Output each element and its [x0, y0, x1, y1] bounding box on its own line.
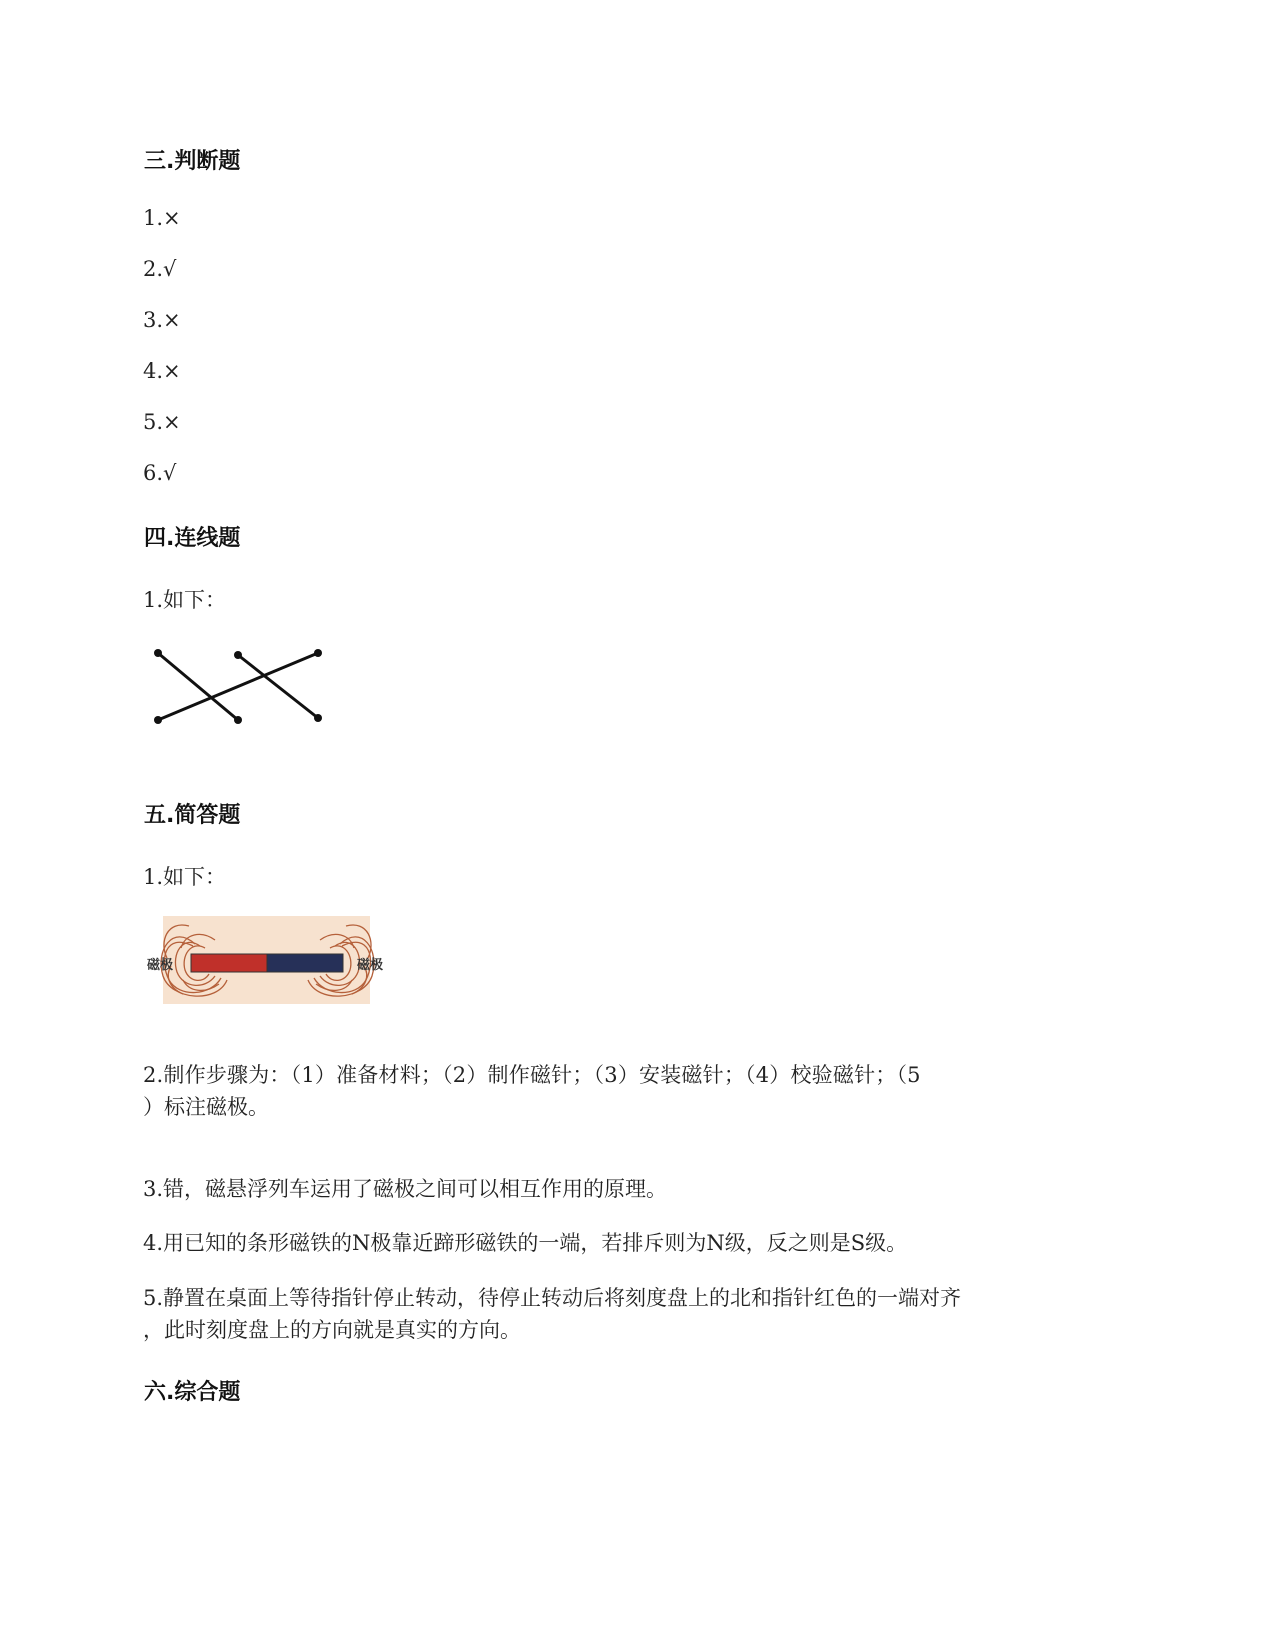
matching-dot	[314, 714, 322, 722]
short-answer-q1-label: 1.如下：	[143, 865, 227, 889]
matching-q1-label: 1.如下：	[143, 588, 227, 612]
matching-dot	[154, 649, 162, 657]
short-answer-q2-line2: ）标注磁极。	[143, 1095, 269, 1119]
judgment-answer-1: 1.×	[143, 206, 181, 230]
magnet-red-half	[191, 954, 267, 972]
matching-dot	[234, 716, 242, 724]
short-answer-q3: 3.错，磁悬浮列车运用了磁极之间可以相互作用的原理。	[143, 1177, 668, 1201]
judgment-answer-2: 2.√	[143, 257, 177, 281]
section5-title: 五.简答题	[144, 803, 241, 828]
judgment-answer-4: 4.×	[143, 359, 181, 383]
short-answer-q4: 4.用已知的条形磁铁的N极靠近蹄形磁铁的一端，若排斥则为N级，反之则是S级。	[143, 1231, 908, 1255]
judgment-answer-3: 3.×	[143, 308, 181, 332]
short-answer-q2-line1: 2.制作步骤为：（1）准备材料；（2）制作磁针；（3）安装磁针；（4）校验磁针；（5	[143, 1063, 921, 1087]
matching-line-1	[158, 653, 238, 720]
short-answer-q5-line2: ，此时刻度盘上的方向就是真实的方向。	[143, 1318, 521, 1342]
matching-dot	[154, 716, 162, 724]
section4-title: 四.连线题	[144, 526, 241, 551]
section6-title: 六.综合题	[144, 1380, 241, 1405]
magnet-blue-half	[267, 954, 343, 972]
magnet-right-pole-label: 磁极	[357, 958, 384, 973]
judgment-answer-6: 6.√	[143, 461, 177, 485]
magnetic-field-drawing	[145, 914, 390, 1006]
bar-magnet-figure	[145, 914, 390, 1006]
matching-lines-diagram	[150, 645, 330, 730]
matching-dot	[234, 651, 242, 659]
section3-title: 三.判断题	[144, 149, 241, 174]
matching-dot	[314, 649, 322, 657]
magnet-left-pole-label: 磁极	[147, 958, 174, 973]
short-answer-q5-line1: 5.静置在桌面上等待指针停止转动，待停止转动后将刻度盘上的北和指针红色的一端对齐	[143, 1286, 962, 1310]
judgment-answer-5: 5.×	[143, 410, 181, 434]
matching-line-2	[238, 655, 318, 718]
matching-line-3	[158, 653, 318, 720]
